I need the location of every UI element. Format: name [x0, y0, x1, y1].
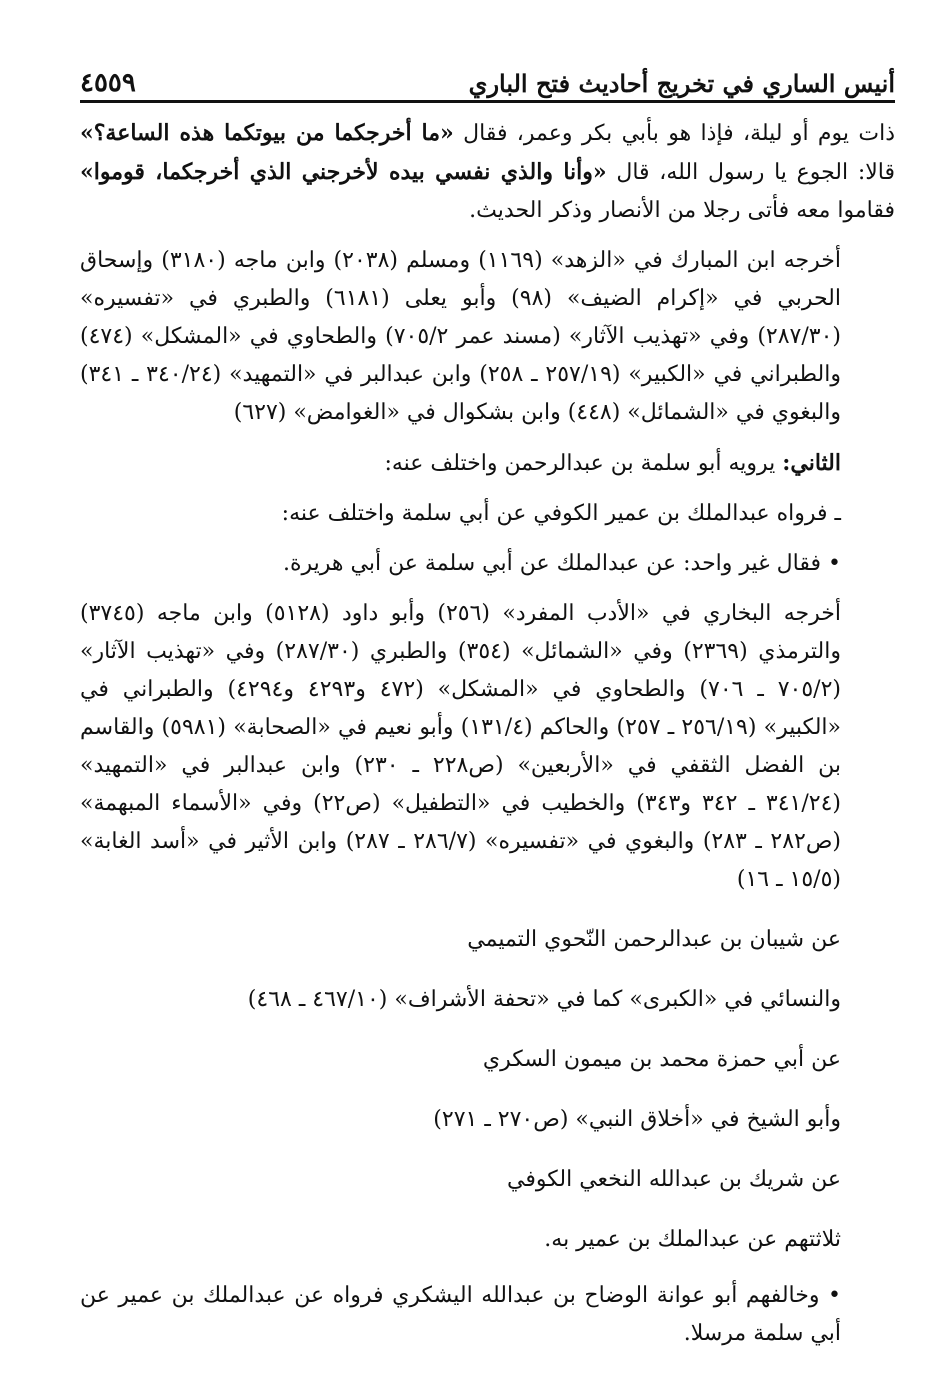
paragraph-bullet-2: • وخالفهم أبو عوانة الوضاح بن عبدالله اليشكري فرواه عن عبدالملك بن عمير عن أبي سلمة مرسلا.: [80, 1283, 841, 1346]
narrator-line: وأبو الشيخ في «أخلاق النبي» (ص٢٧٠ ـ ٢٧١): [433, 1107, 841, 1132]
bold-quote: «ما أخرجكما من بيوتكما هذه الساعة؟»: [80, 120, 454, 146]
paragraph-bullet-1: • فقال غير واحد: عن عبدالملك عن أبي سلمة عن أبي هريرة.: [282, 551, 841, 576]
page-number: ٤٥٥٩: [80, 68, 136, 98]
bold-quote: «وأنا والذي نفسي بيده لأخرجني الذي أخرجكما، قوموا»: [80, 159, 607, 185]
narrator-line: عن شريك بن عبدالله النخعي الكوفي: [507, 1167, 841, 1192]
narrator-line: والنسائي في «الكبرى» كما في «تحفة الأشراف» (٤٦٧/١٠ ـ ٤٦٨): [247, 987, 841, 1012]
paragraph-hadith-text: [80, 114, 895, 230]
text-segment: قالا: الجوع يا رسول الله، قال: [606, 160, 895, 185]
narrator-line: عن أبي حمزة محمد بن ميمون السكري: [482, 1047, 841, 1072]
narrator-line: ثلاثتهم عن عبدالملك بن عمير به.: [544, 1227, 841, 1252]
paragraph-takhrij-1: أخرجه ابن المبارك في «الزهد» (١١٦٩) ومسلم (٢٠٣٨) وابن ماجه (٣١٨٠) وإسحاق الحربي في «إكرام الضيف» (٩٨) وأبو يعلى (٦١٨١) والطبري في «تفسيره» (٢٨٧/٣٠) وفي «تهذيب الآثار» (مسند عمر ٧٠٥/٢) والطحاوي في «المشكل» (٤٧٤) والطبراني في «الكبير» (٢٥٧/١٩ ـ ٢٥٨) وابن عبدالبر في «التمهيد» (٣٤٠/٢٤ ـ ٣٤١) والبغوي في «الشمائل» (٤٤٨) وابن بشكوال في «الغوامض» (٦٢٧): [80, 248, 841, 425]
section-label: الثاني:: [782, 450, 841, 476]
text-segment: ذات يوم أو ليلة، فإذا هو بأبي بكر وعمر، فقال: [453, 121, 895, 146]
running-title: أنيس الساري في تخريج أحاديث فتح الباري: [468, 69, 895, 98]
paragraph-takhrij-2: أخرجه البخاري في «الأدب المفرد» (٢٥٦) وأبو داود (٥١٢٨) وابن ماجه (٣٧٤٥) والترمذي (٢٣٦٩) وفي «الشمائل» (٣٥٤) والطبري (٢٨٧/٣٠) وفي «تهذيب الآثار» (٧٠٥/٢ ـ ٧٠٦) والطحاوي في «المشكل» (٤٧٢ و٤٢٩٣ و٤٢٩٤) والطبراني في «الكبير» (٢٥٦/١٩ ـ ٢٥٧) والحاكم (١٣١/٤) وأبو نعيم في «الصحابة» (٥٩٨١) والقاسم بن الفضل الثقفي في «الأربعين» (ص٢٢٨ ـ ٢٣٠) وابن عبدالبر في «التمهيد» (٣٤١/٢٤ ـ ٣٤٢ و٣٤٣) والخطيب في «التطفيل» (ص٢٢) وفي «الأسماء المبهمة» (ص٢٨٢ ـ ٢٨٣) والبغوي في «تفسيره» (٢٨٦/٧ ـ ٢٨٧) وابن الأثير في «أسد الغابة» (١٥/٥ ـ ١٦): [80, 601, 842, 892]
narrator-line: عن شيبان بن عبدالرحمن النّحوي التميمي: [467, 927, 841, 952]
paragraph-second-route: [80, 444, 895, 483]
page-body: [80, 114, 895, 1353]
page-header: [80, 52, 895, 98]
text-segment: يرويه أبو سلمة بن عبدالرحمن واختلف عنه:: [384, 451, 783, 476]
header-rule: [80, 100, 895, 103]
paragraph-abdulmalik: ـ فرواه عبدالملك بن عمير الكوفي عن أبي سلمة واختلف عنه:: [281, 501, 841, 526]
text-segment: فقاموا معه فأتى رجلا من الأنصار وذكر الحديث.: [469, 198, 895, 223]
